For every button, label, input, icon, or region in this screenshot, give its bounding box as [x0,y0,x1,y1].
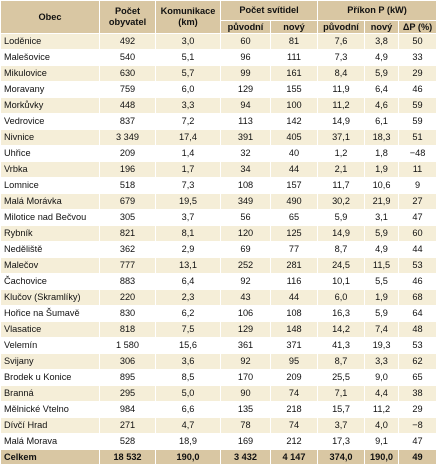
obec-cell: Hořice na Šumavě [1,306,100,322]
header-obec: Obec [1,1,100,34]
table-cell: 7,2 [156,114,221,130]
table-cell: 2,1 [318,162,365,178]
table-cell: 4,7 [156,418,221,434]
table-cell: 44 [271,290,318,306]
obec-cell: Loděnice [1,34,100,50]
table-cell: 44 [271,162,318,178]
table-cell: 5,1 [156,50,221,66]
table-cell: 33 [399,50,436,66]
table-cell: 295 [100,386,156,402]
obec-cell: Lomnice [1,178,100,194]
table-cell: 27 [399,194,436,210]
table-cell: 1,4 [156,146,221,162]
table-cell: −48 [399,146,436,162]
table-cell: 30,2 [318,194,365,210]
table-cell: 5,5 [365,274,399,290]
table-cell: 8,7 [318,242,365,258]
table-cell: 5,9 [365,66,399,82]
table-cell: 111 [271,50,318,66]
table-cell: 518 [100,178,156,194]
table-cell: 209 [100,146,156,162]
table-cell: 14,9 [318,226,365,242]
table-cell: 2,9 [156,242,221,258]
table-cell: 818 [100,322,156,338]
table-cell: 10,1 [318,274,365,290]
table-cell: 492 [100,34,156,50]
table-cell: 1,9 [365,162,399,178]
table-cell: 281 [271,258,318,274]
table-cell: 11,2 [365,402,399,418]
table-cell: 18,9 [156,434,221,450]
header-svitidla-puvodni: původní [221,21,271,34]
table-cell: −8 [399,418,436,434]
table-cell: 679 [100,194,156,210]
table-cell: 9 [399,178,436,194]
table-cell: 528 [100,434,156,450]
obec-cell: Čachovice [1,274,100,290]
header-pocet-obyvatel: Počet obyvatel [100,1,156,34]
table-row [1,242,436,258]
table-row [1,418,436,434]
table-cell: 47 [399,210,436,226]
table-cell: 17,4 [156,130,221,146]
table-row [1,210,436,226]
table-row [1,402,436,418]
table-row [1,130,436,146]
table-cell: 65 [399,370,436,386]
table-cell: 19,3 [365,338,399,354]
obec-cell: Morkůvky [1,98,100,114]
table-row [1,194,436,210]
table-cell: 78 [221,418,271,434]
table-cell: 6,4 [365,82,399,98]
header-prikon-novy: nový [365,21,399,34]
table-row [1,386,436,402]
table-cell: 29 [399,66,436,82]
table-cell: 19,5 [156,194,221,210]
table-cell: 5,7 [156,66,221,82]
table-row [1,178,436,194]
table-cell: 271 [100,418,156,434]
table-row [1,354,436,370]
table-row [1,338,436,354]
table-cell: 7,1 [318,386,365,402]
table-cell: 113 [221,114,271,130]
table-cell: 9,1 [365,434,399,450]
table-cell: 170 [221,370,271,386]
table-cell: 7,5 [156,322,221,338]
total-row [1,450,436,465]
table-cell: 48 [399,322,436,338]
table-cell: 5,9 [365,226,399,242]
obec-cell: Mělnické Vtelno [1,402,100,418]
table-cell: 630 [100,66,156,82]
obec-cell: Rybník [1,226,100,242]
table-cell: 11 [399,162,436,178]
table-cell: 3,6 [156,354,221,370]
total-cell: 49 [399,450,436,465]
table-cell: 47 [399,434,436,450]
table-cell: 777 [100,258,156,274]
table-cell: 11,7 [318,178,365,194]
table-cell: 68 [399,290,436,306]
header-prikon-puvodni: původní [318,21,365,34]
table-cell: 62 [399,354,436,370]
table-cell: 6,4 [156,274,221,290]
table-row [1,322,436,338]
table-cell: 5,9 [318,210,365,226]
obec-cell: Moravany [1,82,100,98]
table-row [1,50,436,66]
table-cell: 371 [271,338,318,354]
header-svitidla-novy: nový [271,21,318,34]
table-row [1,66,436,82]
header-delta: ΔP (%) [399,21,436,34]
obec-cell: Neděliště [1,242,100,258]
obec-cell: Vlasatice [1,322,100,338]
table-cell: 220 [100,290,156,306]
table-cell: 11,2 [318,98,365,114]
obec-cell: Malá Morava [1,434,100,450]
table-cell: 77 [271,242,318,258]
table-cell: 56 [221,210,271,226]
table-cell: 218 [271,402,318,418]
table-cell: 59 [399,114,436,130]
table-row [1,114,436,130]
table-cell: 11,5 [365,258,399,274]
table-cell: 759 [100,82,156,98]
table-cell: 2,3 [156,290,221,306]
total-cell: 4 147 [271,450,318,465]
table-cell: 34 [221,162,271,178]
table-cell: 15,7 [318,402,365,418]
table-cell: 43 [221,290,271,306]
table-cell: 69 [221,242,271,258]
obec-cell: Branná [1,386,100,402]
obec-cell: Milotice nad Bečvou [1,210,100,226]
obec-cell: Brodek u Konice [1,370,100,386]
table-cell: 391 [221,130,271,146]
table-cell: 3,3 [156,98,221,114]
table-cell: 3,8 [365,34,399,50]
table-cell: 14,9 [318,114,365,130]
total-cell: 3 432 [221,450,271,465]
total-cell: 18 532 [100,450,156,465]
table-cell: 837 [100,114,156,130]
table-cell: 129 [221,322,271,338]
table-cell: 32 [221,146,271,162]
table-cell: 106 [221,306,271,322]
table-cell: 53 [399,338,436,354]
table-cell: 14,2 [318,322,365,338]
table-cell: 6,2 [156,306,221,322]
table-cell: 11,9 [318,82,365,98]
table-cell: 74 [271,386,318,402]
header-prikon [318,1,436,21]
table-cell: 142 [271,114,318,130]
table-cell: 41,3 [318,338,365,354]
table-cell: 60 [399,226,436,242]
table-cell: 18,3 [365,130,399,146]
total-cell: 190,0 [365,450,399,465]
table-row [1,306,436,322]
table-row [1,258,436,274]
table-cell: 21,9 [365,194,399,210]
table-cell: 108 [271,306,318,322]
table-cell: 1,9 [365,290,399,306]
table-row [1,82,436,98]
table-cell: 135 [221,402,271,418]
table-cell: 25,5 [318,370,365,386]
table-cell: 161 [271,66,318,82]
obec-cell: Malešovice [1,50,100,66]
table-cell: 405 [271,130,318,146]
table-cell: 50 [399,34,436,50]
table-cell: 95 [271,354,318,370]
header-pocet-svitidel: Počet svítidel [221,1,318,21]
table-cell: 8,5 [156,370,221,386]
table-cell: 116 [271,274,318,290]
table-cell: 53 [399,258,436,274]
total-cell: 374,0 [318,450,365,465]
table-row [1,34,436,50]
table-cell: 3 349 [100,130,156,146]
table-cell: 7,4 [365,322,399,338]
table-cell: 1,2 [318,146,365,162]
table-cell: 362 [100,242,156,258]
table-cell: 16,3 [318,306,365,322]
table-cell: 821 [100,226,156,242]
table-cell: 92 [221,274,271,290]
obec-cell: Klučov (Skramlíky) [1,290,100,306]
table-cell: 37,1 [318,130,365,146]
table-cell: 17,3 [318,434,365,450]
table-cell: 99 [221,66,271,82]
table-row [1,146,436,162]
table-cell: 1,7 [156,162,221,178]
table-cell: 984 [100,402,156,418]
table-row [1,370,436,386]
table-cell: 15,6 [156,338,221,354]
table-cell: 8,7 [318,354,365,370]
table-cell: 29 [399,402,436,418]
obec-cell: Malečov [1,258,100,274]
obec-cell: Vrbka [1,162,100,178]
table-cell: 349 [221,194,271,210]
table-row [1,162,436,178]
table-cell: 74 [271,418,318,434]
table-cell: 46 [399,82,436,98]
table-cell: 4,9 [365,242,399,258]
table-cell: 3,1 [365,210,399,226]
table-cell: 209 [271,370,318,386]
table-cell: 24,5 [318,258,365,274]
obec-cell: Nivnice [1,130,100,146]
table-cell: 60 [221,34,271,50]
total-cell: 190,0 [156,450,221,465]
table-body [1,34,436,450]
table-cell: 3,7 [156,210,221,226]
table-cell: 148 [271,322,318,338]
obec-cell: Malá Morávka [1,194,100,210]
table-cell: 252 [221,258,271,274]
table-cell: 40 [271,146,318,162]
table-cell: 1,8 [365,146,399,162]
table-cell: 44 [399,242,436,258]
obec-cell: Velemín [1,338,100,354]
table-cell: 5,0 [156,386,221,402]
table-cell: 3,0 [156,34,221,50]
table-cell: 155 [271,82,318,98]
table-cell: 6,0 [156,82,221,98]
table-cell: 305 [100,210,156,226]
table-cell: 59 [399,98,436,114]
table-cell: 830 [100,306,156,322]
total-cell: Celkem [1,450,100,465]
table-cell: 6,6 [156,402,221,418]
header-komunikace: Komunikace (km) [156,1,221,34]
table-cell: 4,0 [365,418,399,434]
table-cell: 64 [399,306,436,322]
table-cell: 4,9 [365,50,399,66]
table-cell: 490 [271,194,318,210]
table-cell: 361 [221,338,271,354]
table-cell: 883 [100,274,156,290]
table-cell: 895 [100,370,156,386]
table-cell: 100 [271,98,318,114]
table-cell: 157 [271,178,318,194]
table-cell: 94 [221,98,271,114]
table-cell: 196 [100,162,156,178]
table-cell: 38 [399,386,436,402]
obec-cell: Dívčí Hrad [1,418,100,434]
table-cell: 1 580 [100,338,156,354]
table-cell: 81 [271,34,318,50]
table-cell: 8,4 [318,66,365,82]
table-cell: 7,3 [156,178,221,194]
table-cell: 65 [271,210,318,226]
table-cell: 108 [221,178,271,194]
table-cell: 8,1 [156,226,221,242]
table-cell: 10,6 [365,178,399,194]
table-cell: 90 [221,386,271,402]
obec-cell: Svijany [1,354,100,370]
table-cell: 4,6 [365,98,399,114]
obec-cell: Vedrovice [1,114,100,130]
table-cell: 46 [399,274,436,290]
table-cell: 306 [100,354,156,370]
table-row [1,290,436,306]
table-cell: 92 [221,354,271,370]
table-cell: 125 [271,226,318,242]
obec-cell: Mikulovice [1,66,100,82]
table-cell: 120 [221,226,271,242]
table-row [1,274,436,290]
table-cell: 6,1 [365,114,399,130]
table-cell: 212 [271,434,318,450]
table-cell: 540 [100,50,156,66]
header-prikon-label: Příkon P (kW) [347,5,407,15]
table-cell: 9,0 [365,370,399,386]
obec-cell: Uhřice [1,146,100,162]
table-cell: 169 [221,434,271,450]
table-cell: 96 [221,50,271,66]
table-row [1,98,436,114]
table-row [1,226,436,242]
table-cell: 448 [100,98,156,114]
table-cell: 13,1 [156,258,221,274]
table-cell: 51 [399,130,436,146]
table-cell: 129 [221,82,271,98]
table-cell: 7,6 [318,34,365,50]
table-cell: 6,0 [318,290,365,306]
table-cell: 4,4 [365,386,399,402]
table-cell: 3,3 [365,354,399,370]
table-cell: 3,7 [318,418,365,434]
table-cell: 5,9 [365,306,399,322]
table-cell: 7,3 [318,50,365,66]
